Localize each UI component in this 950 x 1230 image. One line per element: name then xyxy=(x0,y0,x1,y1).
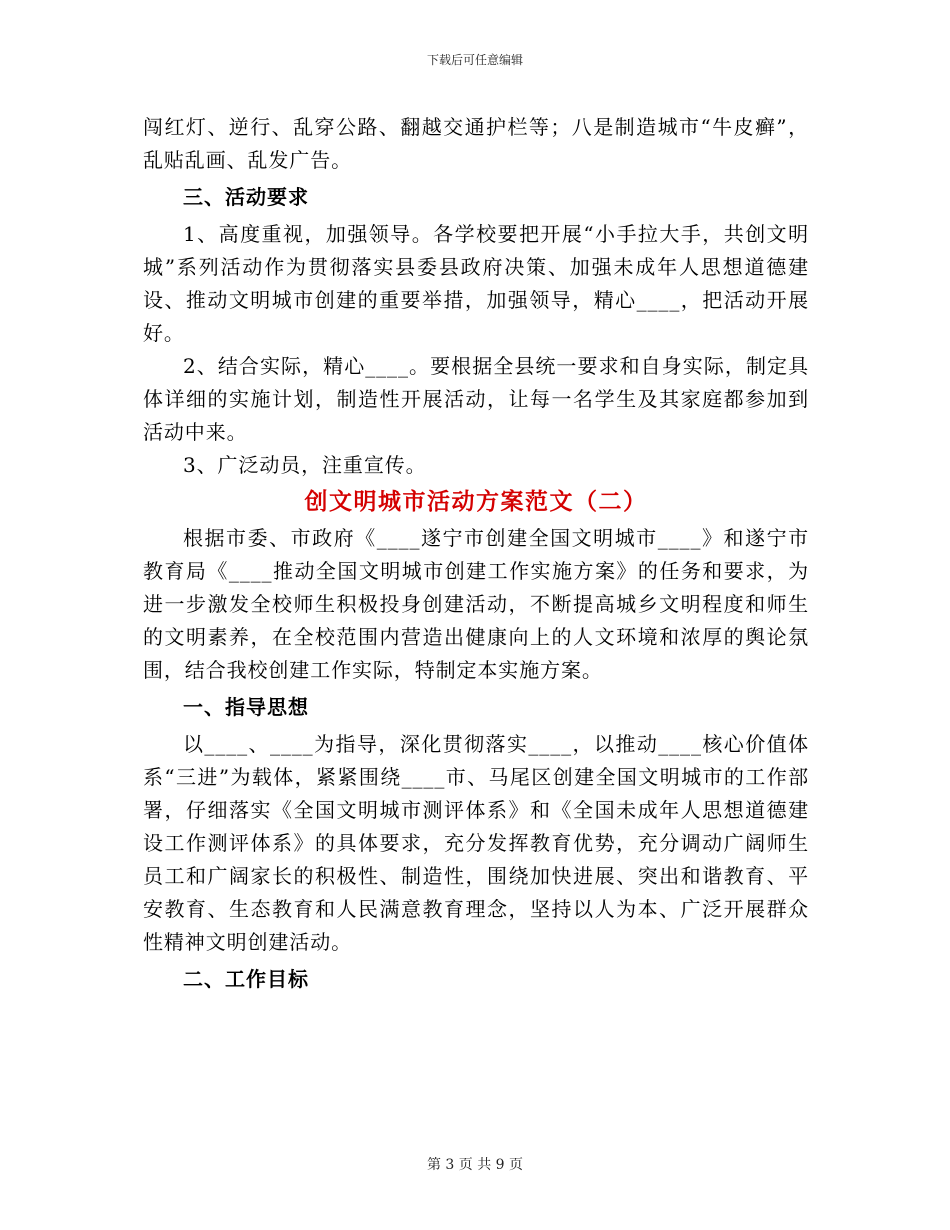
requirement-1: 1、高度重视，加强领导。各学校要把开展“小手拉大手，共创文明城”系列活动作为贯彻落实县委县政府决策、加强未成年人思想道德建设、推动文明城市创建的重要举措，加强领导，精心____，把活动开展好。 xyxy=(143,222,809,345)
guiding-paragraph: 以____、____为指导，深化贯彻落实____，以推动____核心价值体系“三进”为载体，紧紧围绕____市、马尾区创建全国文明城市的工作部署，仔细落实《全国文明城市测评体系》和《全国未成年人思想道德建设工作测评体系》的具体要求，充分发挥教育优势，充分调动广阔师生员工和广阔家长的积极性、制造性，围绕加快进展、突出和谐教育、平安教育、生态教育和人民满意教育理念，坚持以人为本、广泛开展群众性精神文明创建活动。 xyxy=(143,732,809,954)
requirement-2: 2、结合实际，精心____。要根据全县统一要求和自身实际，制定具体详细的实施计划，制造性开展活动，让每一名学生及其家庭都参加到活动中来。 xyxy=(143,354,809,444)
document-body xyxy=(143,111,809,1000)
section-title: 创文明城市活动方案范文（二） xyxy=(304,488,648,515)
heading-work-goals: 二、工作目标 xyxy=(183,967,309,991)
requirement-3: 3、广泛动员，注重宣传。 xyxy=(183,453,427,477)
heading-guiding-thought: 一、指导思想 xyxy=(183,695,309,719)
page-header: 下载后可任意编辑 xyxy=(426,53,523,67)
page-number: 第 3 页 共 9 页 xyxy=(426,1157,524,1173)
heading-activity-requirements: 三、活动要求 xyxy=(183,185,309,209)
intro-paragraph: 根据市委、市政府《____遂宁市创建全国文明城市____》和遂宁市教育局《____推动全国文明城市创建工作实施方案》的任务和要求，为进一步激发全校师生积极投身创建活动，不断提高城乡文明程度和师生的文明素养，在全校范围内营造出健康向上的人文环境和浓厚的舆论氛围，结合我校创建工作实际，特制定本实施方案。 xyxy=(143,526,809,682)
paragraph-continued: 闯红灯、逆行、乱穿公路、翻越交通护栏等；八是制造城市“牛皮癣”，乱贴乱画、乱发广告。 xyxy=(143,115,809,172)
